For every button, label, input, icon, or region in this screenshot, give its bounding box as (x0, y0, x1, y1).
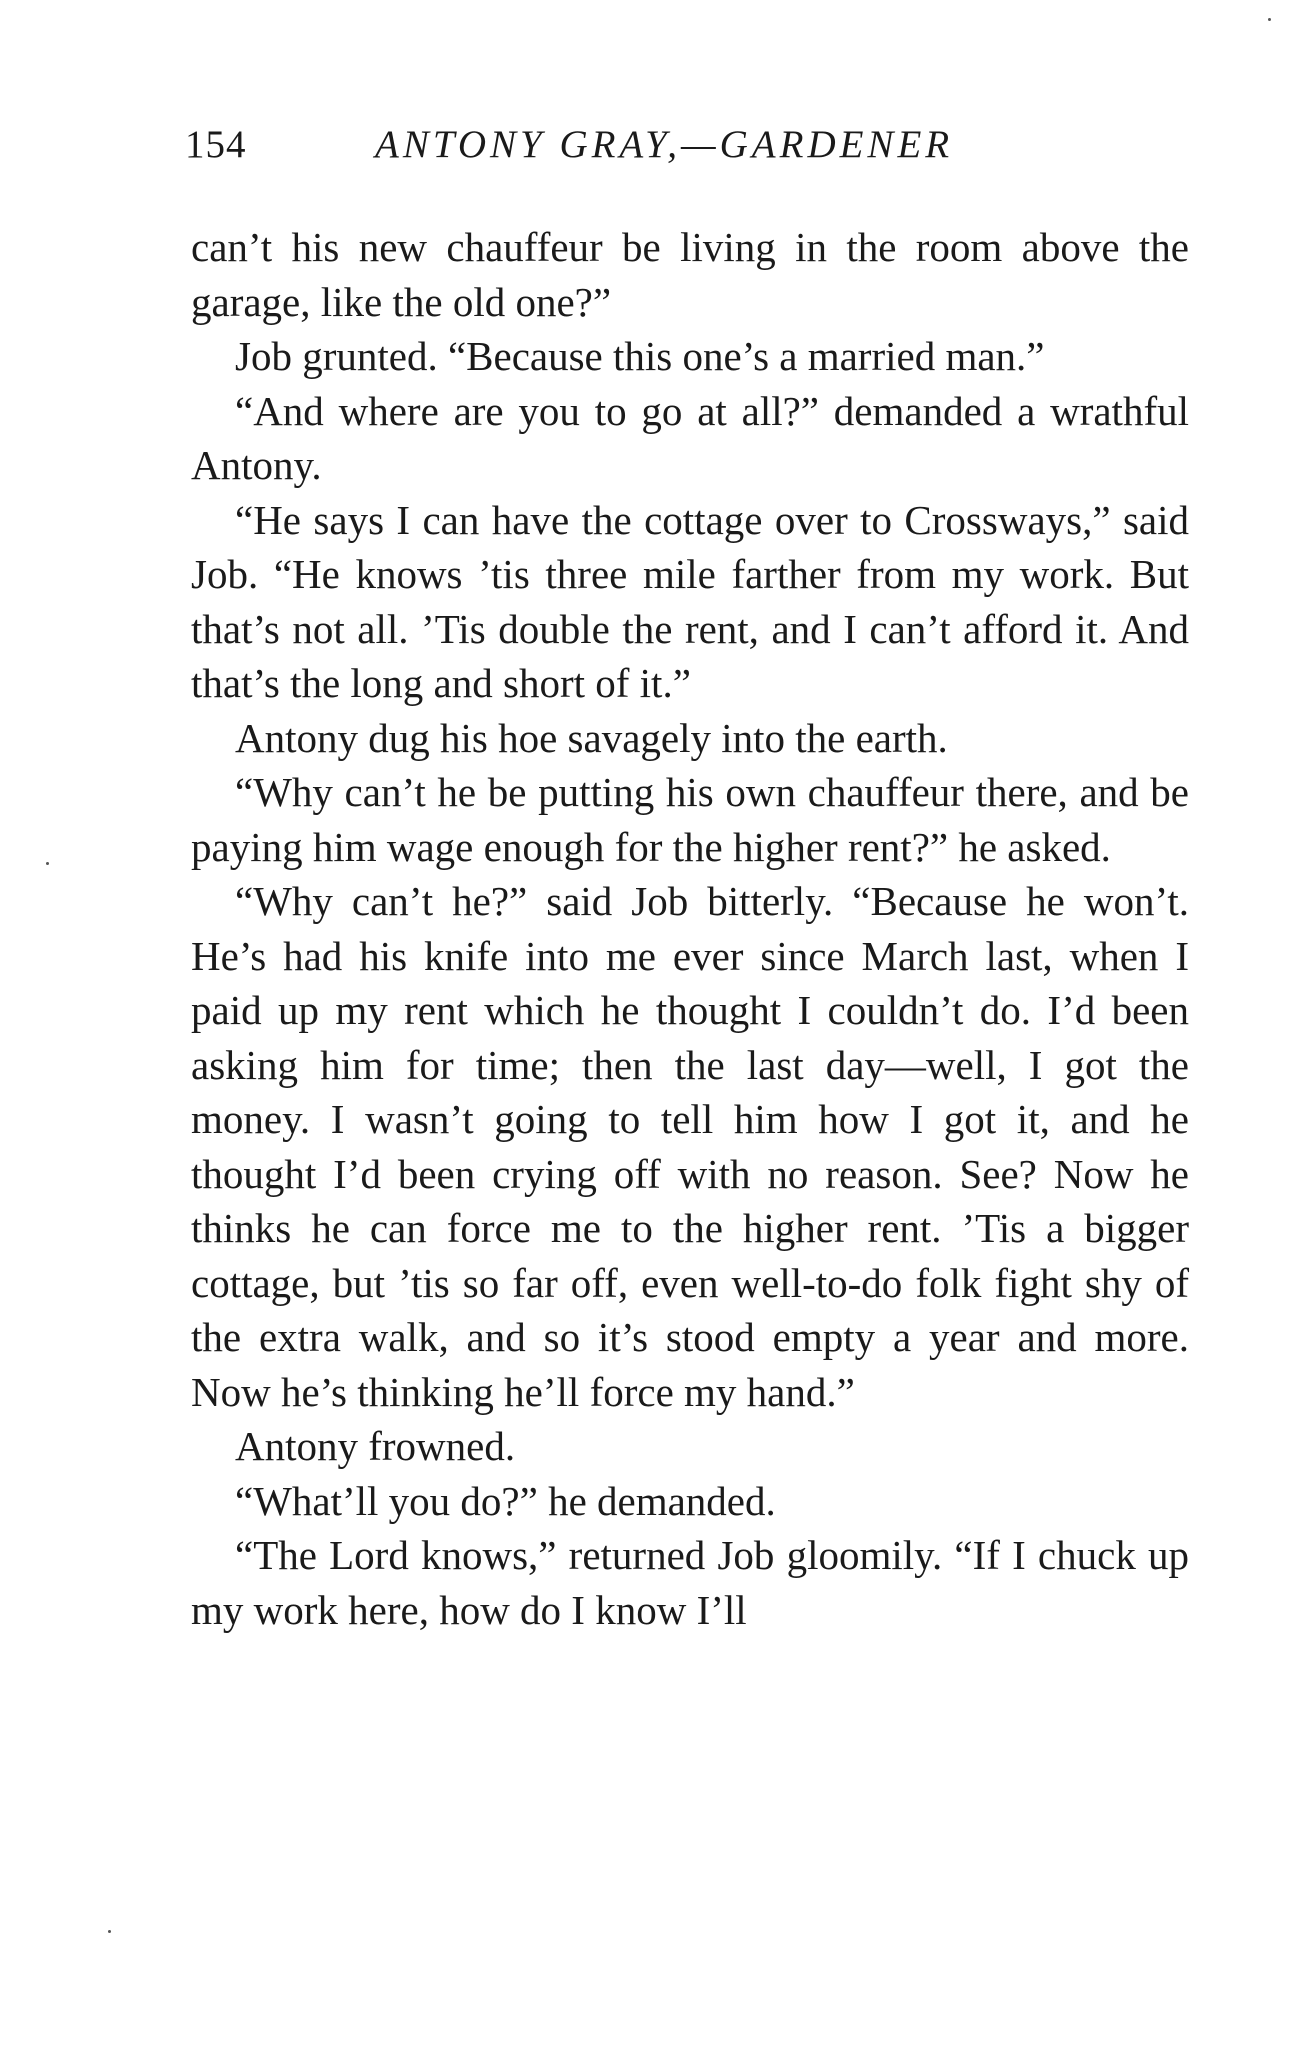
running-head (185, 122, 1185, 182)
paragraph: “What’ll you do?” he demanded. (235, 1477, 776, 1524)
paragraph: Antony dug his hoe savagely into the earth. (235, 714, 948, 761)
paragraph: “Why can’t he be putting his own chauffeur there, and be paying him wage enough for the higher rent?” he asked. (191, 769, 1189, 870)
body-text (191, 220, 1189, 1637)
scan-speck (46, 862, 49, 865)
paragraph: Antony frowned. (235, 1423, 516, 1469)
paragraph: “Why can’t he?” said Job bitterly. “Because he won’t. He’s had his knife into me ever since March last, when I paid up my rent which he thought I couldn’t do. I’d been asking him for time; then the last day—well, I got the money. I wasn’t going to tell him how I got it, and he thought I’d been crying off with no reason. See? Now he thinks he can force me to the higher rent. ’Tis a bigger cottage, but ’tis so far off, even well-to-do folk fight shy of the extra walk, and so it’s stood empty a year and more. Now he’s thinking he’ll force my hand.” (191, 878, 1189, 1415)
scan-speck (1268, 18, 1271, 21)
scan-speck (108, 1930, 111, 1933)
paragraph: “He says I can have the cottage over to Crossways,” said Job. “He knows ’tis three mile farther from my work. But that’s not all. ’Tis double the rent, and I can’t afford it. And that’s the long and short of it.” (191, 496, 1189, 706)
paragraph: “And where are you to go at all?” demanded a wrathful Antony. (191, 387, 1189, 488)
paragraph: “The Lord knows,” returned Job gloomily. “If I chuck up my work here, how do I know I’ll (191, 1532, 1189, 1633)
paragraph: Job grunted. “Because this one’s a married man.” (235, 333, 1045, 379)
running-title: ANTONY GRAY,—GARDENER (375, 123, 954, 166)
paragraph: can’t his new chauffeur be living in the room above the garage, like the old one?” (191, 224, 1189, 325)
page-number: 154 (185, 123, 247, 166)
